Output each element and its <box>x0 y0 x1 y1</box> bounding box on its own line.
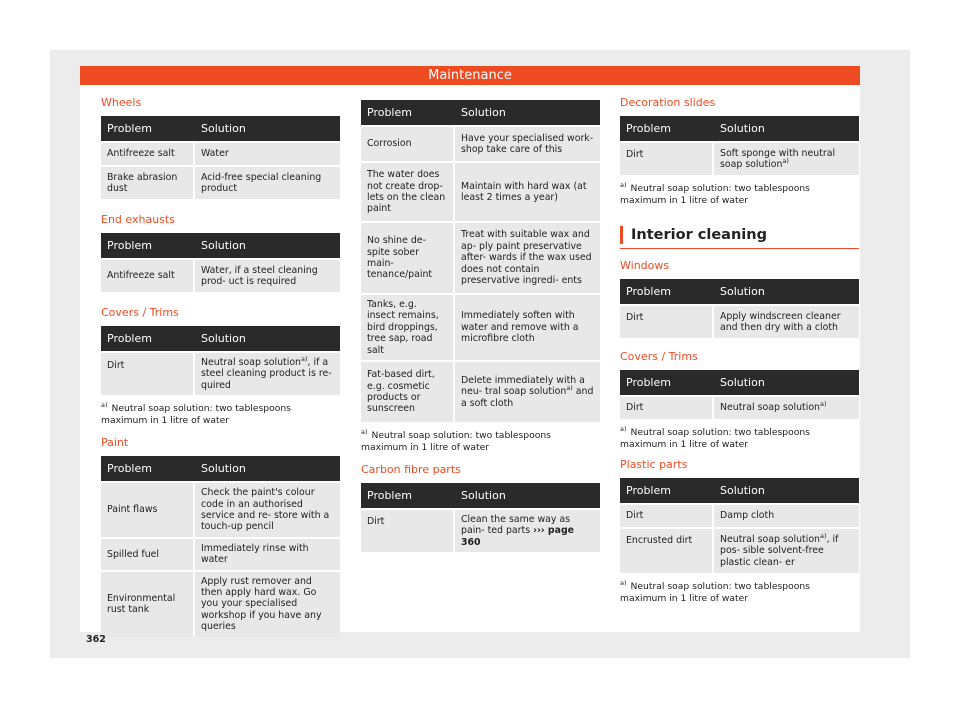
table-paint-continued: Problem Solution Corrosion Have your specialised work- shop take care of this The water does not create drop- lets on the clean paint Maintain with hard wax (at least 2 times a year) No shine de- spite sober main- tenance/paint Treat with suitable wax and ap- ply paint preservative after- wards if the wax used does not contain preservative ingredi- ents Tanks, e.g. insect remains, bird droppings, tree sap, road salt Immediately soften with water and remove with a microfibre cloth Fat-based dirt, e.g. cosmetic products or sunscreen Delete immediately with a neu- tral soap solution$^{a)}$ and a soft cloth <box>361 100 600 422</box>
table-wheels <box>101 116 340 199</box>
column-left <box>101 86 340 637</box>
column-middle <box>361 100 600 552</box>
table-row: Paint flaws Check the paint's colour code in an authorised service and re- store with a touch-up pencil <box>101 481 340 537</box>
footnote: $^{a)}$ Neutral soap solution: two tablespoons maximum in 1 litre of water <box>361 427 551 453</box>
footnote: $^{a)}$ Neutral soap solution: two tablespoons maximum in 1 litre of water <box>620 424 810 450</box>
table-row: No shine de- spite sober main- tenance/paint Treat with suitable wax and ap- ply paint preservative after- wards if the wax used does not contain preservative ingredi- ents <box>361 221 600 293</box>
section-title-covers-trims: Covers / Trims <box>101 306 179 319</box>
table-row: Dirt Clean the same way as pain- ted parts ››› page 360 <box>361 508 600 552</box>
section-title-decoration-slides: Decoration slides <box>620 96 716 109</box>
table-row: Dirt Soft sponge with neutral soap solution$^{a)}$ <box>620 141 859 175</box>
table-row: Antifreeze salt Water <box>101 141 340 165</box>
table-row: Fat-based dirt, e.g. cosmetic products or sunscreen Delete immediately with a neu- tral soap solution$^{a)}$ and a soft cloth <box>361 360 600 422</box>
section-title-windows: Windows <box>620 259 670 272</box>
table-row: Dirt Neutral soap solution$^{a)}$ <box>620 395 859 419</box>
table-row: Tanks, e.g. insect remains, bird droppings, tree sap, road salt Immediately soften with water and remove with a microfibre cloth <box>361 293 600 360</box>
table-covers-trims: Problem Solution Dirt Neutral soap solution$^{a)}$, if a steel cleaning product is re- quired <box>101 326 340 395</box>
table-row: Corrosion Have your specialised work- shop take care of this <box>361 125 600 161</box>
column-right <box>620 86 859 608</box>
table-plastic-parts: Problem Solution Dirt Damp cloth Encrusted dirt Neutral soap solution$^{a)}$, if pos- sible solvent-free plastic clean- er <box>620 478 859 573</box>
section-header: Maintenance <box>80 66 860 85</box>
section-title-wheels: Wheels <box>101 96 142 109</box>
table-decoration-slides: Problem Solution Dirt Soft sponge with neutral soap solution$^{a)}$ <box>620 116 859 175</box>
section-title-paint: Paint <box>101 436 129 450</box>
table-paint: Problem Solution Paint flaws Check the paint's colour code in an authorised service and re- store with a touch-up pencil Spilled fuel Immediately rinse with water Environmental rust tank Apply rust remover and then apply hard wax. Go you your specialised workshop if you have any queries <box>101 456 340 636</box>
table-row: Antifreeze salt Water, if a steel cleaning prod- uct is required <box>101 258 340 292</box>
page-reference-link[interactable]: ››› page 360 <box>461 525 575 548</box>
table-end-exhausts: Problem Solution Antifreeze salt Water, if a steel cleaning prod- uct is required <box>101 233 340 292</box>
column-header-problem: Problem <box>101 116 195 141</box>
table-row: Dirt Neutral soap solution$^{a)}$, if a steel cleaning product is re- quired <box>101 351 340 395</box>
footnote: $^{a)}$ Neutral soap solution: two tablespoons maximum in 1 litre of water <box>620 578 810 604</box>
page-number: 362 <box>86 634 106 645</box>
section-title-carbon-fibre: Carbon fibre parts <box>361 463 461 477</box>
section-title-end-exhausts: End exhausts <box>101 213 175 226</box>
table-carbon-fibre: Problem Solution Dirt Clean the same way as pain- ted parts ››› page 360 <box>361 483 600 552</box>
section-title-plastic-parts: Plastic parts <box>620 458 688 471</box>
interior-cleaning-heading <box>620 226 859 249</box>
table-row: Encrusted dirt Neutral soap solution$^{a)}$, if pos- sible solvent-free plastic clean- er <box>620 527 859 573</box>
table-row: The water does not create drop- lets on the clean paint Maintain with hard wax (at least 2 times a year) <box>361 161 600 221</box>
table-row: Dirt Apply windscreen cleaner and then dry with a cloth <box>620 304 859 338</box>
heading-interior-cleaning: Interior cleaning <box>620 226 859 244</box>
table-row: Brake abrasion dust Acid-free special cleaning product <box>101 165 340 199</box>
footnote: $^{a)}$ Neutral soap solution: two tablespoons maximum in 1 litre of water <box>620 180 810 206</box>
column-header-solution: Solution <box>195 116 340 141</box>
table-windows: Problem Solution Dirt Apply windscreen cleaner and then dry with a cloth <box>620 279 859 338</box>
section-title-covers-trims-interior: Covers / Trims <box>620 350 698 363</box>
table-row: Dirt Damp cloth <box>620 503 859 527</box>
footnote: $^{a)}$ Neutral soap solution: two tablespoons maximum in 1 litre of water <box>101 401 291 426</box>
table-row: Environmental rust tank Apply rust remover and then apply hard wax. Go you your specialised workshop if you have any queries <box>101 570 340 637</box>
table-covers-trims-interior: Problem Solution Dirt Neutral soap solution$^{a)}$ <box>620 370 859 419</box>
table-row: Spilled fuel Immediately rinse with water <box>101 537 340 570</box>
